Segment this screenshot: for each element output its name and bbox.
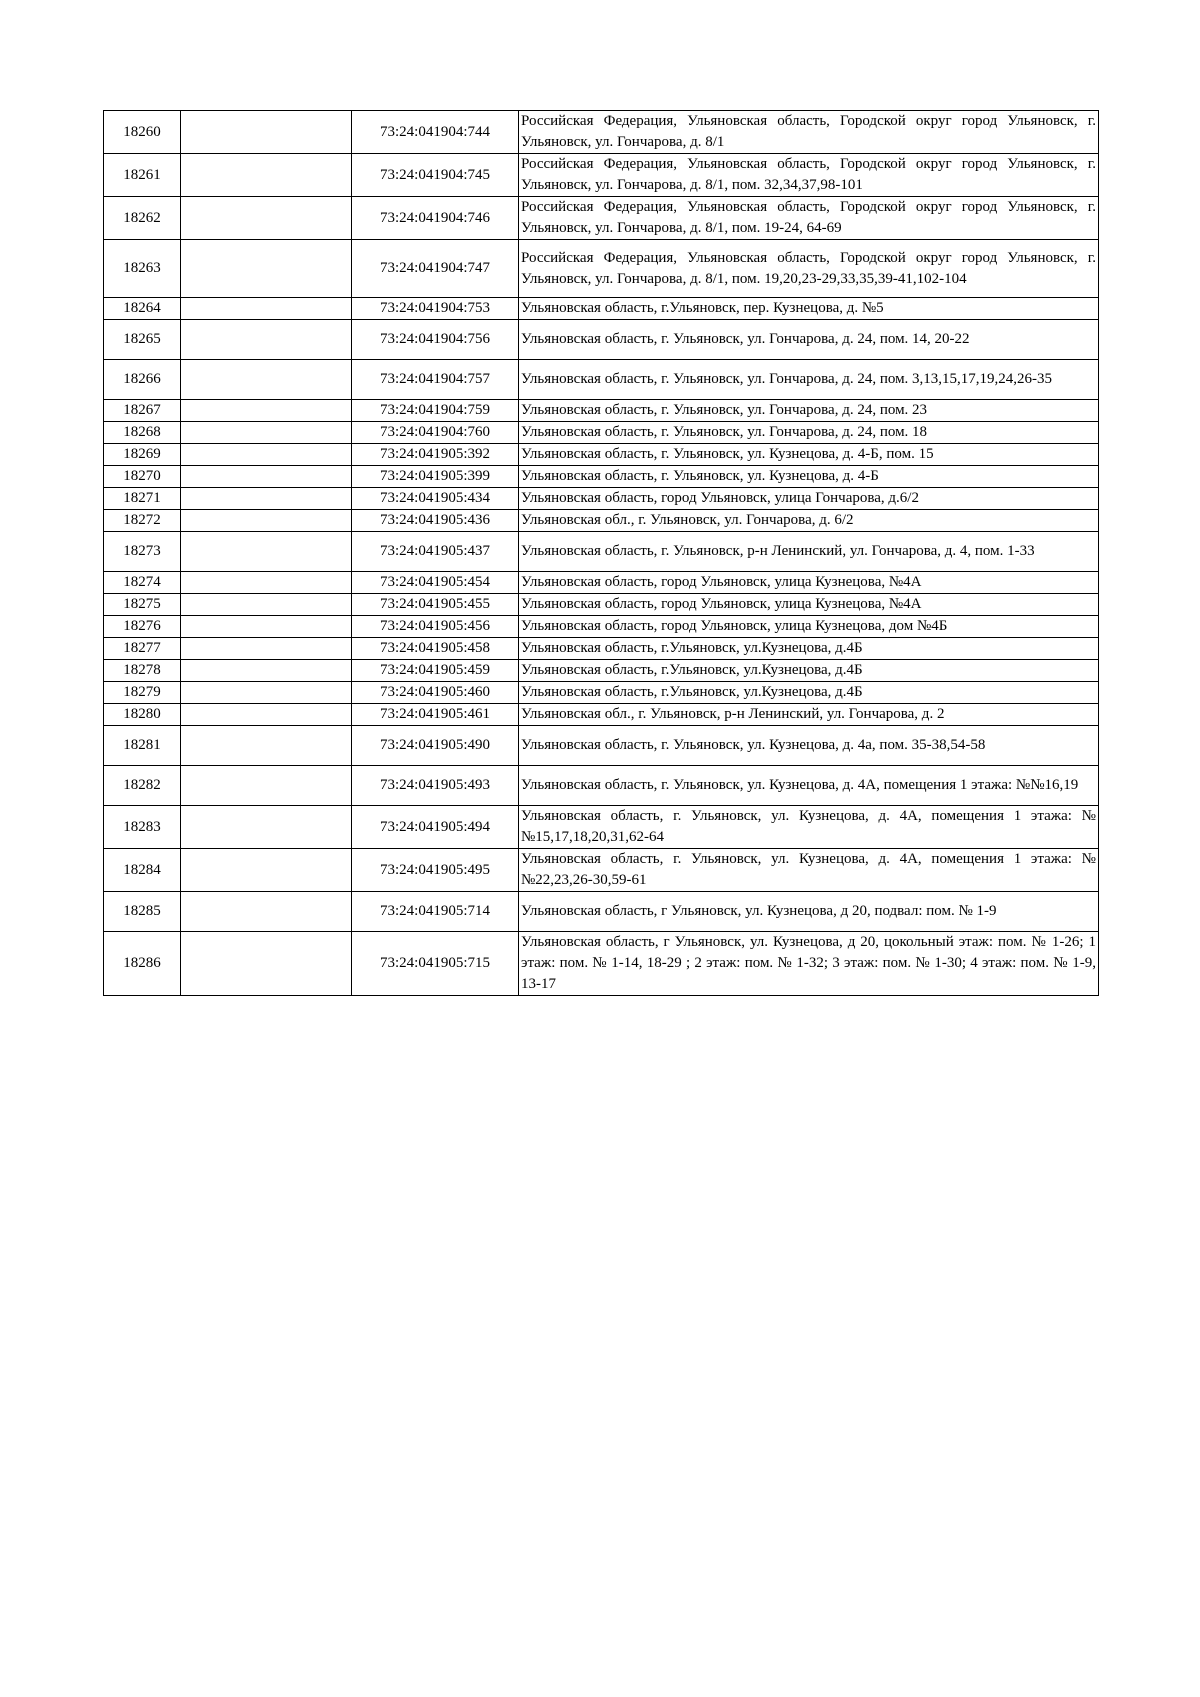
cadastral-number-cell: 73:24:041905:493 (352, 766, 519, 806)
row-number-cell: 18286 (104, 932, 181, 996)
cadastral-number-cell: 73:24:041905:461 (352, 704, 519, 726)
address-cell: Ульяновская область, г. Ульяновск, р-н Ленинский, ул. Гончарова, д. 4, пом. 1-33 (519, 532, 1099, 572)
empty-cell (181, 616, 352, 638)
registry-table (103, 110, 1099, 996)
empty-cell (181, 594, 352, 616)
table-row (104, 682, 1099, 704)
empty-cell (181, 726, 352, 766)
table-row (104, 572, 1099, 594)
table-row (104, 320, 1099, 360)
empty-cell (181, 766, 352, 806)
empty-cell (181, 298, 352, 320)
cadastral-number-cell: 73:24:041905:459 (352, 660, 519, 682)
empty-cell (181, 510, 352, 532)
cadastral-number-cell: 73:24:041904:759 (352, 400, 519, 422)
table-row (104, 892, 1099, 932)
table-row (104, 466, 1099, 488)
cadastral-number-cell: 73:24:041905:455 (352, 594, 519, 616)
empty-cell (181, 892, 352, 932)
cadastral-number-cell: 73:24:041905:494 (352, 806, 519, 849)
row-number-cell: 18260 (104, 111, 181, 154)
table-row (104, 638, 1099, 660)
address-cell: Ульяновская область, г.Ульяновск, ул.Кузнецова, д.4Б (519, 682, 1099, 704)
cadastral-number-cell: 73:24:041904:753 (352, 298, 519, 320)
cadastral-number-cell: 73:24:041905:436 (352, 510, 519, 532)
table-row (104, 806, 1099, 849)
table-row (104, 594, 1099, 616)
row-number-cell: 18273 (104, 532, 181, 572)
cadastral-number-cell: 73:24:041904:756 (352, 320, 519, 360)
registry-table-body (104, 111, 1099, 996)
row-number-cell: 18284 (104, 849, 181, 892)
cadastral-number-cell: 73:24:041905:434 (352, 488, 519, 510)
table-row (104, 154, 1099, 197)
row-number-cell: 18280 (104, 704, 181, 726)
empty-cell (181, 360, 352, 400)
table-row (104, 532, 1099, 572)
row-number-cell: 18269 (104, 444, 181, 466)
empty-cell (181, 422, 352, 444)
empty-cell (181, 682, 352, 704)
empty-cell (181, 638, 352, 660)
address-cell: Ульяновская область, город Ульяновск, улица Кузнецова, №4А (519, 594, 1099, 616)
empty-cell (181, 111, 352, 154)
cadastral-number-cell: 73:24:041905:460 (352, 682, 519, 704)
cadastral-number-cell: 73:24:041905:437 (352, 532, 519, 572)
row-number-cell: 18262 (104, 197, 181, 240)
table-row (104, 726, 1099, 766)
table-row (104, 932, 1099, 996)
cadastral-number-cell: 73:24:041904:745 (352, 154, 519, 197)
address-cell: Ульяновская область, г. Ульяновск, ул. Кузнецова, д. 4-Б, пом. 15 (519, 444, 1099, 466)
row-number-cell: 18267 (104, 400, 181, 422)
empty-cell (181, 488, 352, 510)
cadastral-number-cell: 73:24:041905:715 (352, 932, 519, 996)
row-number-cell: 18268 (104, 422, 181, 444)
empty-cell (181, 320, 352, 360)
table-row (104, 444, 1099, 466)
row-number-cell: 18263 (104, 240, 181, 298)
row-number-cell: 18264 (104, 298, 181, 320)
address-cell: Ульяновская область, город Ульяновск, улица Кузнецова, №4А (519, 572, 1099, 594)
address-cell: Российская Федерация, Ульяновская область, Городской округ город Ульяновск, г. Ульяновск, ул. Гончарова, д. 8/1, пом. 32,34,37,98-101 (519, 154, 1099, 197)
empty-cell (181, 849, 352, 892)
table-row (104, 766, 1099, 806)
cadastral-number-cell: 73:24:041905:454 (352, 572, 519, 594)
address-cell: Ульяновская область, г. Ульяновск, ул. Гончарова, д. 24, пом. 3,13,15,17,19,24,26-35 (519, 360, 1099, 400)
table-row (104, 510, 1099, 532)
empty-cell (181, 532, 352, 572)
empty-cell (181, 400, 352, 422)
row-number-cell: 18271 (104, 488, 181, 510)
address-cell: Ульяновская область, г Ульяновск, ул. Кузнецова, д 20, цокольный этаж: пом. № 1-26; 1 этаж: пом. № 1-14, 18-29 ; 2 этаж: пом. № 1-32; 3 этаж: пом. № 1-30; 4 этаж: пом. № 1-9, 13-17 (519, 932, 1099, 996)
empty-cell (181, 466, 352, 488)
empty-cell (181, 197, 352, 240)
cadastral-number-cell: 73:24:041905:456 (352, 616, 519, 638)
address-cell: Российская Федерация, Ульяновская область, Городской округ город Ульяновск, г. Ульяновск, ул. Гончарова, д. 8/1 (519, 111, 1099, 154)
table-row (104, 400, 1099, 422)
empty-cell (181, 572, 352, 594)
address-cell: Ульяновская область, г Ульяновск, ул. Кузнецова, д 20, подвал: пом. № 1-9 (519, 892, 1099, 932)
cadastral-number-cell: 73:24:041905:714 (352, 892, 519, 932)
address-cell: Ульяновская область, г.Ульяновск, ул.Кузнецова, д.4Б (519, 638, 1099, 660)
table-row (104, 111, 1099, 154)
row-number-cell: 18282 (104, 766, 181, 806)
address-cell: Российская Федерация, Ульяновская область, Городской округ город Ульяновск, г. Ульяновск, ул. Гончарова, д. 8/1, пом. 19,20,23-29,33,35,39-41,102-104 (519, 240, 1099, 298)
address-cell: Ульяновская обл., г. Ульяновск, ул. Гончарова, д. 6/2 (519, 510, 1099, 532)
table-row (104, 197, 1099, 240)
address-cell: Ульяновская область, город Ульяновск, улица Кузнецова, дом №4Б (519, 616, 1099, 638)
empty-cell (181, 444, 352, 466)
row-number-cell: 18265 (104, 320, 181, 360)
address-cell: Ульяновская область, г. Ульяновск, ул. Гончарова, д. 24, пом. 23 (519, 400, 1099, 422)
cadastral-number-cell: 73:24:041905:458 (352, 638, 519, 660)
cadastral-number-cell: 73:24:041905:392 (352, 444, 519, 466)
cadastral-number-cell: 73:24:041904:744 (352, 111, 519, 154)
cadastral-number-cell: 73:24:041904:757 (352, 360, 519, 400)
address-cell: Ульяновская область, г.Ульяновск, ул.Кузнецова, д.4Б (519, 660, 1099, 682)
table-row (104, 616, 1099, 638)
address-cell: Ульяновская область, г. Ульяновск, ул. Кузнецова, д. 4А, помещения 1 этажа: №№16,19 (519, 766, 1099, 806)
empty-cell (181, 704, 352, 726)
cadastral-number-cell: 73:24:041904:747 (352, 240, 519, 298)
address-cell: Ульяновская область, г. Ульяновск, ул. Гончарова, д. 24, пом. 14, 20-22 (519, 320, 1099, 360)
row-number-cell: 18276 (104, 616, 181, 638)
cadastral-number-cell: 73:24:041905:490 (352, 726, 519, 766)
row-number-cell: 18285 (104, 892, 181, 932)
row-number-cell: 18283 (104, 806, 181, 849)
address-cell: Ульяновская область, г. Ульяновск, ул. Гончарова, д. 24, пом. 18 (519, 422, 1099, 444)
row-number-cell: 18277 (104, 638, 181, 660)
table-row (104, 240, 1099, 298)
row-number-cell: 18270 (104, 466, 181, 488)
address-cell: Ульяновская область, город Ульяновск, улица Гончарова, д.6/2 (519, 488, 1099, 510)
row-number-cell: 18261 (104, 154, 181, 197)
row-number-cell: 18272 (104, 510, 181, 532)
table-row (104, 298, 1099, 320)
row-number-cell: 18274 (104, 572, 181, 594)
row-number-cell: 18278 (104, 660, 181, 682)
address-cell: Российская Федерация, Ульяновская область, Городской округ город Ульяновск, г. Ульяновск, ул. Гончарова, д. 8/1, пом. 19-24, 64-69 (519, 197, 1099, 240)
empty-cell (181, 240, 352, 298)
address-cell: Ульяновская область, г. Ульяновск, ул. Кузнецова, д. 4А, помещения 1 этажа: №№22,23,26-30,59-61 (519, 849, 1099, 892)
cadastral-number-cell: 73:24:041905:495 (352, 849, 519, 892)
row-number-cell: 18266 (104, 360, 181, 400)
table-row (104, 849, 1099, 892)
table-row (104, 422, 1099, 444)
address-cell: Ульяновская область, г. Ульяновск, ул. Кузнецова, д. 4а, пом. 35-38,54-58 (519, 726, 1099, 766)
empty-cell (181, 932, 352, 996)
address-cell: Ульяновская область, г. Ульяновск, ул. Кузнецова, д. 4А, помещения 1 этажа: №№15,17,18,20,31,62-64 (519, 806, 1099, 849)
cadastral-number-cell: 73:24:041904:760 (352, 422, 519, 444)
address-cell: Ульяновская область, г. Ульяновск, ул. Кузнецова, д. 4-Б (519, 466, 1099, 488)
address-cell: Ульяновская обл., г. Ульяновск, р-н Ленинский, ул. Гончарова, д. 2 (519, 704, 1099, 726)
table-row (104, 360, 1099, 400)
row-number-cell: 18279 (104, 682, 181, 704)
table-row (104, 704, 1099, 726)
empty-cell (181, 660, 352, 682)
table-row (104, 660, 1099, 682)
table-row (104, 488, 1099, 510)
row-number-cell: 18275 (104, 594, 181, 616)
empty-cell (181, 806, 352, 849)
row-number-cell: 18281 (104, 726, 181, 766)
cadastral-number-cell: 73:24:041904:746 (352, 197, 519, 240)
address-cell: Ульяновская область, г.Ульяновск, пер. Кузнецова, д. №5 (519, 298, 1099, 320)
cadastral-number-cell: 73:24:041905:399 (352, 466, 519, 488)
empty-cell (181, 154, 352, 197)
